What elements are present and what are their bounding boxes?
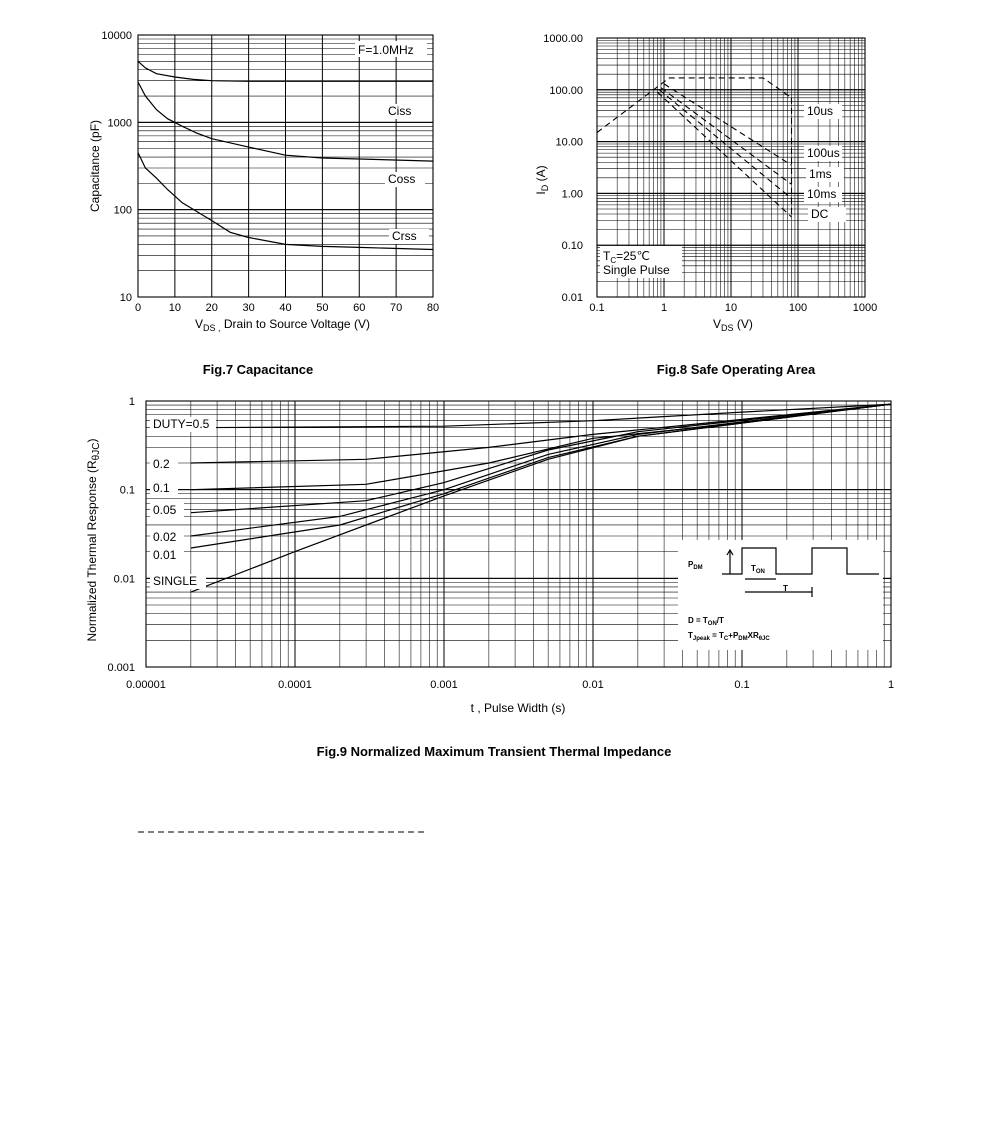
fig8-series-1ms: [661, 88, 792, 185]
fig9-series-0-2: [191, 404, 891, 463]
fig7-grid: [138, 35, 433, 297]
fig7-annotation: F=1.0MHz: [358, 43, 414, 57]
fig8-x-axis-label: $V_{DS}$ (V): [713, 317, 753, 333]
fig8-note-pulse: Single Pulse: [603, 263, 670, 277]
fig7-x-tick-label: 60: [353, 302, 366, 314]
fig7-x-tick-label: 20: [205, 302, 218, 314]
fig8-note-temperature: $T_C=25℃$: [603, 249, 650, 265]
fig8-y-axis-label: $I_D$ (A): [534, 165, 550, 195]
fig9-x-tick-label: 0.001: [430, 679, 458, 691]
fig8-y-tick-label: 0.01: [561, 292, 583, 304]
fig8-x-tick-label: 1: [660, 302, 668, 314]
fig8-label-dc: DC: [811, 207, 829, 221]
fig8-y-tick-label: 1000.00: [543, 33, 583, 45]
fig7-x-tick-label: 30: [242, 302, 255, 314]
fig9-x-tick-label: 0.0001: [278, 679, 312, 691]
fig7-y-tick-label: 1000: [107, 117, 132, 130]
fig7-x-tick-label: 0: [134, 302, 142, 314]
fig9-x-tick-label: 0.1: [734, 679, 750, 691]
fig9-inset-duty-formula: $D = T_{ON}/T$: [688, 616, 724, 627]
fig8-label-100us: 100us: [807, 146, 840, 160]
fig9-caption: Fig.9 Normalized Maximum Transient Thermal Impedance: [316, 744, 672, 759]
fig7-caption: Fig.7 Capacitance: [202, 362, 314, 377]
fig9-y-tick-label: 0.01: [113, 573, 135, 586]
fig9-y-axis-label: Normalized Thermal Response $(R_{\theta JC})$: [85, 438, 102, 642]
fig7-y-tick-label: 10: [119, 292, 132, 304]
fig8-x-tick-label: 0.1: [589, 302, 605, 314]
fig8-x-tick-label: 10: [724, 302, 738, 314]
fig9-label-1: 0.2: [153, 457, 170, 471]
fig7-x-tick-label: 50: [316, 302, 329, 314]
fig9-x-axis-label: t , Pulse Width (s): [470, 701, 566, 715]
fig8-y-tick-label: 1.00: [561, 188, 583, 201]
fig8-y-tick-label: 0.10: [561, 240, 583, 253]
fig9-x-tick-label: 0.01: [582, 679, 604, 691]
fig9-label-0: DUTY=0.5: [153, 417, 210, 431]
fig8-series-labels: [804, 104, 846, 222]
fig9-series-0-01: [191, 404, 891, 548]
fig7-y-tick-label: 10000: [101, 30, 132, 42]
fig8-x-tick-label: 100: [788, 302, 808, 314]
fig8-y-tick-label: 100.00: [549, 84, 583, 97]
fig7-x-axis-label: $V_{DS ,}$ Drain to Source Voltage (V): [195, 317, 370, 333]
fig7-y-tick-label: 100: [113, 204, 132, 217]
fig9-label-3: 0.05: [153, 503, 177, 517]
fig7-label-coss: Coss: [388, 172, 416, 186]
fig9-inset-bg: [678, 540, 883, 650]
fig9-inset-t-label: T: [783, 584, 788, 593]
fig9-inset-ton-label: $T_{ON}$: [751, 564, 765, 575]
fig8-safe-operating-area-chart: [534, 33, 877, 377]
fig7-y-axis-label: Capacitance (pF): [88, 119, 102, 213]
fig9-label-4: 0.02: [153, 530, 177, 544]
fig9-y-tick-label: 1: [128, 396, 135, 408]
fig8-label-10ms: 10ms: [807, 187, 837, 201]
fig7-label-ciss: Ciss: [388, 104, 412, 118]
fig8-curves: [597, 78, 792, 217]
fig9-series-labels: [150, 417, 216, 589]
fig9-y-tick-label: 0.001: [107, 662, 135, 674]
fig8-x-tick-label: 1000: [852, 302, 878, 314]
fig9-label-2: 0.1: [153, 481, 170, 495]
fig9-thermal-impedance-chart: [85, 396, 894, 759]
fig7-x-tick-label: 40: [279, 302, 292, 314]
fig7-x-tick-label: 80: [426, 302, 440, 314]
fig7-label-crss: Crss: [392, 229, 417, 243]
fig7-capacitance-chart: [88, 30, 439, 377]
fig7-x-tick-label: 10: [168, 302, 181, 314]
fig9-label-6: SINGLE: [153, 574, 198, 588]
fig9-y-tick-label: 0.1: [119, 484, 135, 497]
fig9-duty-inset: [678, 540, 883, 650]
fig9-inset-pdm-label: $P_{DM}$: [688, 560, 703, 571]
fig8-caption: Fig.8 Safe Operating Area: [656, 362, 816, 377]
fig8-label-10us: 10us: [807, 104, 834, 118]
fig9-inset-tj-formula: $T_{Jpeak} = T_C+P_{DM}XR_{\theta JC}$: [688, 631, 770, 642]
fig9-x-tick-label: 0.00001: [126, 679, 166, 691]
fig8-label-1ms: 1ms: [809, 167, 832, 181]
fig9-x-tick-label: 1: [887, 679, 895, 691]
fig7-x-tick-label: 70: [390, 302, 403, 314]
fig8-y-tick-label: 10.00: [555, 136, 583, 149]
fig9-label-5: 0.01: [153, 548, 177, 562]
